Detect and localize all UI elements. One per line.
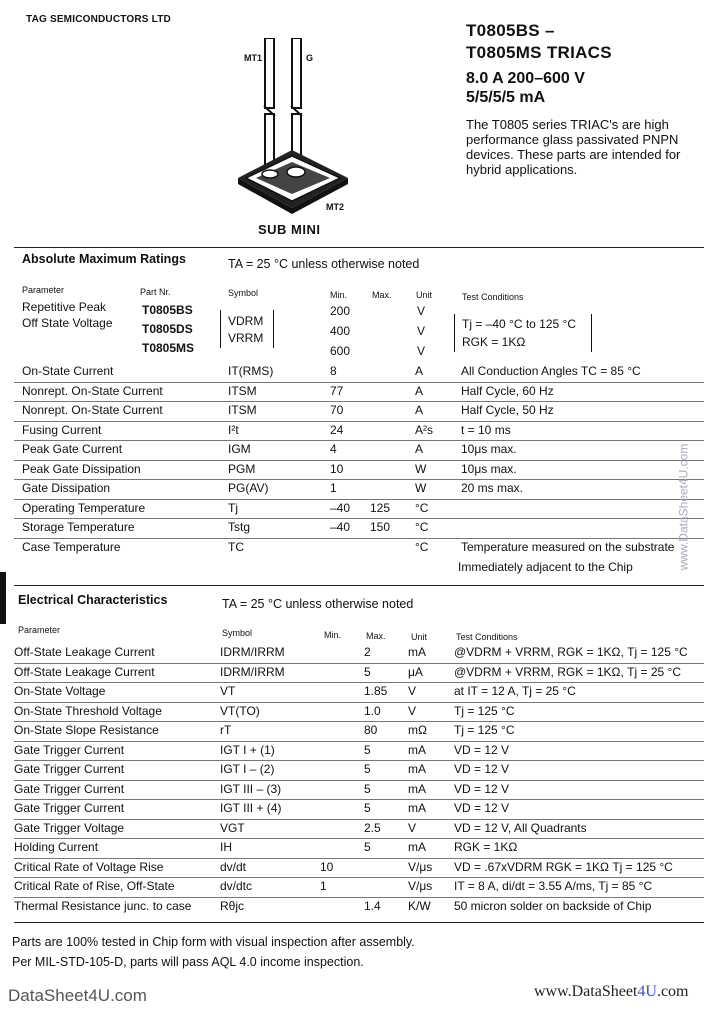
- row-divider: [14, 663, 704, 664]
- pin-label-mt2: MT2: [326, 202, 344, 212]
- row-symbol: I²t: [228, 422, 239, 437]
- row-divider: [14, 780, 704, 781]
- row-symbol: dv/dtc: [220, 879, 253, 893]
- row-max: 125: [370, 500, 391, 515]
- row-min: 1: [330, 481, 337, 495]
- row-test-condition: @VDRM + VRRM, RGK = 1KΩ, Tj = 25 °C: [454, 664, 682, 679]
- spec-gate-current: 5/5/5/5 mA: [466, 89, 546, 106]
- row-min: 70: [330, 403, 344, 417]
- title-line-2: T0805MS TRIACS: [466, 43, 612, 62]
- row-unit: μA: [408, 664, 423, 679]
- rep-value: 400: [330, 324, 351, 338]
- case-test-line2: Immediately adjacent to the Chip: [458, 560, 633, 574]
- row-divider: [14, 741, 704, 742]
- row-test-condition: VD = .67xVDRM RGK = 1KΩ Tj = 125 °C: [454, 859, 673, 874]
- row-unit: A: [415, 364, 424, 378]
- rep-test-2: RGK = 1KΩ: [462, 335, 526, 349]
- row-test-condition: Temperature measured on the substrate: [461, 539, 675, 554]
- row-unit: V/μs: [408, 859, 433, 874]
- row-divider: [14, 421, 704, 422]
- row-symbol: VGT: [220, 820, 245, 835]
- row-test-condition: VD = 12 V: [454, 781, 510, 796]
- row-unit: A: [415, 383, 424, 398]
- rep-test-1: Tj = –40 °C to 125 °C: [462, 317, 576, 331]
- row-divider: [14, 760, 704, 761]
- col-header-max: Max.: [372, 290, 392, 300]
- abs-max-heading: Absolute Maximum Ratings: [22, 252, 186, 266]
- row-unit: V/μs: [408, 879, 433, 893]
- row-parameter: Peak Gate Dissipation: [22, 461, 141, 476]
- part-number: T0805MS: [142, 341, 195, 355]
- row-max: 5: [364, 801, 371, 815]
- row-symbol: IGT I + (1): [220, 742, 275, 757]
- row-parameter: Nonrept. On-State Current: [22, 383, 163, 398]
- row-min: 24: [330, 422, 344, 437]
- col-header-min: Min.: [324, 630, 342, 640]
- row-parameter: Off-State Leakage Current: [14, 645, 155, 659]
- row-parameter: Holding Current: [14, 840, 99, 854]
- rep-unit: V: [417, 344, 426, 358]
- package-label: SUB MINI: [258, 222, 321, 237]
- col-header-parameter: Parameter: [18, 625, 61, 635]
- note-testing: Parts are 100% tested in Chip form with visual inspection after assembly.: [12, 935, 415, 949]
- row-unit: A: [415, 403, 424, 417]
- pin-label-mt1: MT1: [244, 53, 262, 63]
- margin-bar: [0, 572, 6, 624]
- row-unit: mA: [408, 840, 426, 854]
- row-test-condition: RGK = 1KΩ: [454, 840, 518, 854]
- col-header-symbol: Symbol: [222, 628, 253, 638]
- row-unit: mA: [408, 742, 426, 757]
- col-header-unit: Unit: [416, 290, 433, 300]
- rep-param-line1: Repetitive Peak: [22, 300, 107, 314]
- title-line-1: T0805BS –: [466, 21, 555, 40]
- row-max: 5: [364, 742, 371, 757]
- col-header-test: Test Conditions: [456, 632, 518, 642]
- row-symbol: TC: [228, 539, 244, 554]
- row-divider: [14, 721, 704, 722]
- row-parameter: Gate Trigger Current: [14, 762, 125, 776]
- row-unit: °C: [415, 539, 429, 554]
- row-symbol: VT(TO): [220, 703, 260, 718]
- row-parameter: Fusing Current: [22, 422, 102, 437]
- row-symbol: PGM: [228, 461, 256, 476]
- row-test-condition: 20 ms max.: [461, 481, 524, 495]
- row-unit: V: [408, 703, 417, 718]
- row-test-condition: VD = 12 V: [454, 742, 510, 757]
- row-parameter: Storage Temperature: [22, 520, 135, 534]
- row-min: 8: [330, 364, 337, 378]
- row-test-condition: at IT = 12 A, Tj = 25 °C: [454, 684, 576, 698]
- row-max: 5: [364, 781, 371, 796]
- row-test-condition: Half Cycle, 50 Hz: [461, 403, 554, 417]
- row-parameter: Critical Rate of Rise, Off-State: [14, 879, 175, 893]
- row-unit: mA: [408, 645, 426, 659]
- row-unit: V: [408, 820, 417, 835]
- row-symbol: VT: [220, 684, 236, 698]
- col-header-test: Test Conditions: [462, 292, 524, 302]
- row-parameter: Gate Trigger Current: [14, 742, 125, 757]
- row-test-condition: 50 micron solder on backside of Chip: [454, 898, 652, 913]
- row-test-condition: Half Cycle, 60 Hz: [461, 383, 554, 398]
- row-test-condition: Tj = 125 °C: [454, 723, 515, 737]
- right-watermark: www.DataSheet4U.com: [676, 443, 691, 571]
- row-parameter: Operating Temperature: [22, 500, 146, 515]
- footer-url-a: www.DataSheet: [534, 983, 638, 1000]
- row-unit: A²s: [415, 422, 433, 437]
- divider: [14, 922, 704, 923]
- row-unit: A: [415, 442, 424, 456]
- col-header-unit: Unit: [411, 632, 428, 642]
- row-symbol: IH: [220, 840, 232, 854]
- elec-heading: Electrical Characteristics: [18, 593, 168, 607]
- row-symbol: dv/dt: [220, 859, 247, 874]
- row-test-condition: 10μs max.: [461, 442, 517, 456]
- divider: [14, 585, 704, 586]
- abs-max-condition: TA = 25 °C unless otherwise noted: [228, 257, 420, 271]
- part-number: T0805DS: [142, 322, 193, 336]
- symbol-vdrm: VDRM: [228, 314, 264, 328]
- row-divider: [14, 858, 704, 859]
- row-parameter: Off-State Leakage Current: [14, 664, 155, 679]
- row-unit: W: [415, 461, 427, 476]
- row-parameter: Case Temperature: [22, 539, 121, 554]
- row-max: 2: [364, 645, 371, 659]
- row-max: 1.0: [364, 703, 381, 718]
- row-parameter: Gate Trigger Current: [14, 781, 125, 796]
- row-parameter: On-State Voltage: [14, 684, 106, 698]
- footer-url-b: 4U: [637, 983, 657, 1000]
- row-test-condition: VD = 12 V: [454, 801, 510, 815]
- row-symbol: Tj: [228, 500, 238, 515]
- row-max: 150: [370, 520, 391, 534]
- row-divider: [14, 499, 704, 500]
- row-test-condition: 10μs max.: [461, 461, 517, 476]
- row-unit: K/W: [408, 898, 431, 913]
- company-name: TAG SEMICONDUCTORS LTD: [26, 14, 171, 25]
- row-parameter: Gate Trigger Current: [14, 801, 125, 815]
- col-header-min: Min.: [330, 290, 348, 300]
- row-unit: mA: [408, 801, 426, 815]
- row-unit: mΩ: [408, 723, 427, 737]
- row-max: 5: [364, 762, 371, 776]
- footer-url-c: .com: [656, 983, 689, 1000]
- rep-unit: V: [417, 304, 426, 318]
- row-divider: [14, 382, 704, 383]
- col-header-parameter: Parameter: [22, 285, 65, 295]
- row-symbol: IGT III – (3): [220, 781, 282, 796]
- row-max: 5: [364, 840, 371, 854]
- rep-param-line2: Off State Voltage: [22, 316, 113, 330]
- note-aql: Per MIL-STD-105-D, parts will pass AQL 4.0 income inspection.: [12, 955, 364, 969]
- row-divider: [14, 440, 704, 441]
- row-symbol: PG(AV): [228, 481, 269, 495]
- row-parameter: Critical Rate of Voltage Rise: [14, 859, 164, 874]
- row-min: 1: [320, 879, 327, 893]
- col-header-max: Max.: [366, 631, 386, 641]
- row-min: 10: [330, 461, 344, 476]
- row-test-condition: Tj = 125 °C: [454, 703, 515, 718]
- row-symbol: rT: [220, 723, 232, 737]
- rep-unit: V: [417, 324, 426, 338]
- row-test-condition: @VDRM + VRRM, RGK = 1KΩ, Tj = 125 °C: [454, 645, 688, 659]
- row-max: 1.85: [364, 684, 388, 698]
- row-divider: [14, 401, 704, 402]
- side-watermark: [0, 658, 3, 933]
- row-unit: mA: [408, 762, 426, 776]
- row-symbol: IDRM/IRRM: [220, 664, 285, 679]
- row-min: 77: [330, 383, 344, 398]
- row-parameter: On-State Current: [22, 364, 114, 378]
- row-min: –40: [330, 500, 351, 515]
- row-test-condition: VD = 12 V: [454, 762, 510, 776]
- row-unit: °C: [415, 500, 429, 515]
- row-unit: W: [415, 481, 427, 495]
- row-parameter: Thermal Resistance junc. to case: [14, 898, 192, 913]
- elec-condition: TA = 25 °C unless otherwise noted: [222, 597, 414, 611]
- row-max: 1.4: [364, 898, 381, 913]
- row-test-condition: All Conduction Angles TC = 85 °C: [461, 364, 641, 378]
- row-divider: [14, 819, 704, 820]
- col-header-part: Part Nr.: [140, 287, 171, 297]
- row-max: 5: [364, 664, 371, 679]
- row-symbol: IT(RMS): [228, 364, 274, 378]
- row-divider: [14, 877, 704, 878]
- rep-value: 200: [330, 304, 351, 318]
- spec-rating: 8.0 A 200–600 V: [466, 70, 585, 87]
- row-unit: mA: [408, 781, 426, 796]
- row-max: 2.5: [364, 820, 381, 835]
- row-test-condition: IT = 8 A, di/dt = 3.55 A/ms, Tj = 85 °C: [454, 879, 653, 893]
- row-divider: [14, 702, 704, 703]
- row-symbol: IGT III + (4): [220, 801, 282, 815]
- row-unit: °C: [415, 520, 429, 534]
- row-divider: [14, 838, 704, 839]
- row-symbol: Rθjc: [220, 898, 245, 913]
- symbol-vrrm: VRRM: [228, 331, 264, 345]
- row-symbol: ITSM: [228, 403, 257, 417]
- rep-value: 600: [330, 344, 351, 358]
- row-divider: [14, 897, 704, 898]
- row-min: 10: [320, 859, 334, 874]
- footer-url[interactable]: [534, 983, 688, 1001]
- row-min: –40: [330, 520, 351, 534]
- pin-label-g: G: [306, 53, 314, 63]
- row-symbol: IGM: [228, 442, 251, 456]
- footer-watermark: DataSheet4U.com: [8, 986, 147, 1005]
- row-parameter: Gate Trigger Voltage: [14, 820, 125, 835]
- row-divider: [14, 682, 704, 683]
- row-symbol: ITSM: [228, 383, 257, 398]
- row-test-condition: VD = 12 V, All Quadrants: [454, 820, 587, 835]
- row-symbol: IGT I – (2): [220, 762, 275, 776]
- row-min: 4: [330, 442, 337, 456]
- part-number: T0805BS: [142, 303, 193, 317]
- row-divider: [14, 799, 704, 800]
- row-divider: [14, 479, 704, 480]
- row-parameter: Peak Gate Current: [22, 442, 123, 456]
- row-parameter: On-State Threshold Voltage: [14, 703, 162, 718]
- row-symbol: Tstg: [228, 520, 251, 534]
- description: The T0805 series TRIAC's are high performance glass passivated PNPN devices. These parts are intended for hybrid applications.: [466, 117, 681, 177]
- row-test-condition: t = 10 ms: [461, 422, 511, 437]
- row-divider: [14, 538, 704, 539]
- row-max: 80: [364, 723, 378, 737]
- row-unit: V: [408, 684, 417, 698]
- row-symbol: IDRM/IRRM: [220, 645, 285, 659]
- row-parameter: Nonrept. On-State Current: [22, 403, 163, 417]
- row-divider: [14, 460, 704, 461]
- package-outline-icon: [230, 38, 360, 218]
- divider: [14, 247, 704, 248]
- row-divider: [14, 518, 704, 519]
- row-parameter: On-State Slope Resistance: [14, 723, 159, 737]
- row-parameter: Gate Dissipation: [22, 481, 111, 495]
- col-header-symbol: Symbol: [228, 288, 259, 298]
